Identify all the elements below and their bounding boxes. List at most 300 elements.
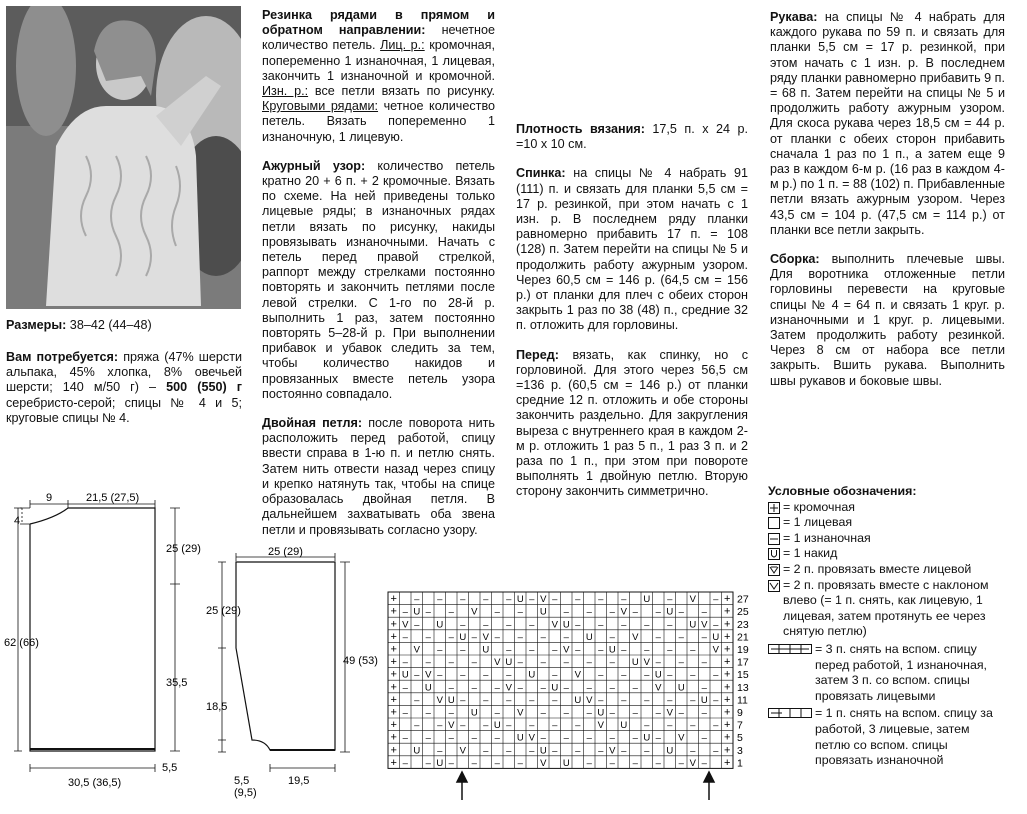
stitch-mark: – bbox=[483, 694, 489, 706]
stitch-mark: – bbox=[644, 669, 650, 681]
stitch-mark: V bbox=[632, 631, 639, 643]
stitch-mark: – bbox=[471, 657, 477, 669]
stitch-mark: – bbox=[529, 644, 535, 656]
stitch-mark: – bbox=[471, 631, 477, 643]
dim-drop: 4 bbox=[14, 515, 21, 527]
stitch-mark: – bbox=[402, 682, 408, 694]
materials-text2: серебристо-серой; спицы № 4 и 5; круговые спицы № 4. bbox=[6, 395, 242, 425]
stitch-mark: – bbox=[575, 619, 581, 631]
back-title: Спинка: bbox=[516, 166, 566, 181]
dim-side: 35,5 bbox=[166, 677, 188, 689]
stitch-mark: – bbox=[448, 657, 454, 669]
stitch-mark: – bbox=[701, 657, 707, 669]
stitch-mark: V bbox=[436, 694, 443, 706]
stitch-mark: – bbox=[609, 606, 615, 618]
stitch-mark: – bbox=[529, 619, 535, 631]
stitch-mark: – bbox=[621, 694, 627, 706]
stitch-mark: – bbox=[517, 757, 523, 769]
stitch-mark: V bbox=[425, 669, 432, 681]
stitch-mark: U bbox=[447, 694, 455, 706]
chart-row-number: 9 bbox=[737, 707, 743, 719]
stitch-mark: U bbox=[562, 757, 570, 769]
double-loop-title: Двойная петля: bbox=[262, 416, 363, 431]
stitch-mark: – bbox=[667, 644, 673, 656]
stitch-mark: – bbox=[713, 619, 719, 631]
edge-stitch-mark: + bbox=[390, 693, 397, 706]
dim-armhole: 25 (29) bbox=[166, 543, 201, 555]
stitch-mark: U bbox=[459, 631, 467, 643]
stitch-mark: V bbox=[482, 631, 489, 643]
stitch-mark: – bbox=[506, 720, 512, 732]
stitch-mark: V bbox=[563, 644, 570, 656]
stitch-mark: – bbox=[494, 732, 500, 744]
stitch-mark: – bbox=[540, 657, 546, 669]
legend-text: = 1 изнаночная bbox=[783, 530, 871, 545]
sizes-label: Размеры: bbox=[6, 318, 67, 332]
stitch-mark: V bbox=[459, 745, 466, 757]
stitch-mark: – bbox=[621, 669, 627, 681]
legend-text: = 1 п. снять на вспом. спицу за работой, 3 лицевые, затем петлю со вспом. спицы провязать изнаночной bbox=[815, 706, 993, 768]
stitch-mark: – bbox=[655, 606, 661, 618]
stitch-mark: – bbox=[483, 745, 489, 757]
legend-text: = 3 п. снять на вспом. спицу перед работой, 1 изнаночная, затем 3 п. со вспом. спицы провязать лицевыми bbox=[815, 641, 987, 703]
stitch-mark: V bbox=[540, 757, 547, 769]
stitch-mark: – bbox=[563, 606, 569, 618]
stitch-mark: – bbox=[690, 694, 696, 706]
edge-stitch-mark: + bbox=[390, 706, 397, 719]
legend-item bbox=[768, 562, 1008, 578]
stitch-mark: – bbox=[644, 644, 650, 656]
rib-title: Резинка рядами в прямом и обратном направлении: bbox=[262, 8, 495, 38]
stitch-mark: – bbox=[460, 669, 466, 681]
stitch-mark: – bbox=[506, 644, 512, 656]
stitch-mark: – bbox=[494, 757, 500, 769]
stitch-mark: V bbox=[666, 707, 673, 719]
stitch-mark: – bbox=[448, 606, 454, 618]
stitch-mark: – bbox=[621, 644, 627, 656]
stitch-mark: – bbox=[621, 619, 627, 631]
materials-label: Вам потребуется: bbox=[6, 350, 119, 364]
repeat-arrows bbox=[457, 772, 714, 800]
stitch-mark: U bbox=[528, 669, 536, 681]
stitch-mark: V bbox=[655, 682, 662, 694]
stitch-mark: – bbox=[655, 732, 661, 744]
stitch-mark: – bbox=[667, 619, 673, 631]
stitch-mark: – bbox=[586, 757, 592, 769]
stitch-mark: – bbox=[552, 694, 558, 706]
stitch-mark: V bbox=[609, 745, 616, 757]
edge-stitch-mark: + bbox=[390, 756, 397, 769]
front-section bbox=[516, 348, 748, 500]
chart-row-number: 25 bbox=[737, 606, 749, 619]
stitch-mark: – bbox=[425, 757, 431, 769]
chart-row-number: 27 bbox=[737, 593, 749, 606]
stitch-mark: – bbox=[552, 720, 558, 732]
stitch-mark: – bbox=[713, 745, 719, 757]
sleeves-title: Рукава: bbox=[770, 10, 818, 24]
gauge-text: 17,5 п. х 24 р. =10 х 10 см. bbox=[516, 122, 748, 152]
stitch-mark: – bbox=[437, 644, 443, 656]
ssk-icon bbox=[768, 580, 780, 592]
stitch-mark: – bbox=[644, 619, 650, 631]
stitch-mark: – bbox=[483, 619, 489, 631]
assembly-title: Сборка: bbox=[770, 252, 820, 267]
stitch-mark: – bbox=[575, 594, 581, 606]
edge-stitch-mark: + bbox=[724, 756, 731, 769]
materials-text1: пряжа (47% шерсти альпака, 45% хлопка, 8% овечьей шерсти; 140 м/50 г) – bbox=[6, 350, 243, 395]
stitch-mark: – bbox=[552, 745, 558, 757]
stitch-mark: – bbox=[552, 644, 558, 656]
sizes-value: 38–42 (44–48) bbox=[66, 318, 152, 332]
stitch-mark: V bbox=[540, 594, 547, 606]
stitch-mark: – bbox=[517, 606, 523, 618]
rib-section bbox=[262, 8, 495, 145]
stitch-mark: U bbox=[436, 619, 444, 631]
stitch-mark: – bbox=[437, 594, 443, 606]
stitch-mark: V bbox=[643, 657, 650, 669]
legend-text: = 1 накид bbox=[783, 546, 838, 561]
stitch-mark: – bbox=[414, 594, 420, 606]
stitch-mark: – bbox=[517, 631, 523, 643]
stitch-mark: – bbox=[506, 694, 512, 706]
stitch-mark: U bbox=[666, 606, 674, 618]
stitch-mark: V bbox=[712, 644, 719, 656]
stitch-mark: – bbox=[448, 707, 454, 719]
stitch-mark: – bbox=[609, 707, 615, 719]
stitch-mark: – bbox=[448, 682, 454, 694]
stitch-mark: – bbox=[425, 732, 431, 744]
stitch-mark: – bbox=[414, 694, 420, 706]
stitch-mark: – bbox=[529, 745, 535, 757]
stitch-mark: – bbox=[414, 720, 420, 732]
legend bbox=[768, 484, 1008, 769]
stitch-mark: – bbox=[425, 657, 431, 669]
dim-sleeve-top: 25 (29) bbox=[268, 546, 303, 558]
stitch-mark: – bbox=[575, 720, 581, 732]
stitch-mark: U bbox=[585, 631, 593, 643]
stitch-mark: – bbox=[701, 732, 707, 744]
stitch-mark: – bbox=[552, 669, 558, 681]
legend-text: = 1 лицевая bbox=[783, 515, 853, 530]
stitch-mark: – bbox=[713, 594, 719, 606]
stitch-mark: – bbox=[598, 694, 604, 706]
edge-stitch-mark: + bbox=[724, 693, 731, 706]
legend-text: = кромочная bbox=[783, 499, 855, 514]
stitch-mark: V bbox=[494, 657, 501, 669]
stitch-mark: – bbox=[678, 606, 684, 618]
edge-stitch-mark: + bbox=[390, 618, 397, 631]
chart-row-labels bbox=[737, 594, 749, 770]
dim-sleeve-rib: 5,5 bbox=[234, 775, 250, 787]
legend-item bbox=[768, 706, 1008, 768]
stitch-mark: U bbox=[493, 720, 501, 732]
stitch-mark: – bbox=[425, 631, 431, 643]
chart-row-number: 3 bbox=[737, 744, 743, 757]
edge-stitch-mark: + bbox=[724, 731, 731, 744]
edge-stitch-mark: + bbox=[390, 605, 397, 618]
edge-stitch-mark: + bbox=[724, 630, 731, 643]
left-repeat-arrowhead bbox=[704, 772, 714, 782]
stitch-mark: – bbox=[701, 757, 707, 769]
stitch-mark: – bbox=[402, 732, 408, 744]
stitch-mark: V bbox=[678, 732, 685, 744]
stitch-mark: – bbox=[655, 631, 661, 643]
cable-left-icon bbox=[768, 708, 812, 718]
dim-bottom: 30,5 (36,5) bbox=[68, 777, 122, 789]
stitch-mark: – bbox=[586, 606, 592, 618]
stitch-mark: – bbox=[460, 644, 466, 656]
legend-title: Условные обозначения: bbox=[768, 484, 917, 498]
knit-stitch-icon bbox=[768, 517, 780, 529]
edge-stitch-mark: + bbox=[390, 731, 397, 744]
right-repeat-arrowhead bbox=[457, 772, 467, 782]
stitch-mark: – bbox=[678, 707, 684, 719]
stitch-mark: – bbox=[529, 720, 535, 732]
back-section bbox=[516, 166, 748, 333]
edge-stitch-mark: + bbox=[724, 668, 731, 681]
stitch-mark: U bbox=[470, 707, 478, 719]
stitch-mark: – bbox=[632, 707, 638, 719]
stitch-mark: – bbox=[529, 594, 535, 606]
stitch-mark: – bbox=[655, 657, 661, 669]
stitch-mark: – bbox=[506, 594, 512, 606]
lace-title: Ажурный узор: bbox=[262, 158, 366, 173]
stitch-mark: – bbox=[690, 745, 696, 757]
stitch-mark: – bbox=[563, 707, 569, 719]
stitch-mark: – bbox=[506, 619, 512, 631]
stitch-mark: U bbox=[677, 682, 685, 694]
stitch-mark: V bbox=[689, 594, 696, 606]
column-4 bbox=[770, 10, 1005, 403]
stitch-mark: – bbox=[701, 682, 707, 694]
stitch-mark: V bbox=[448, 720, 455, 732]
stitch-mark: – bbox=[506, 745, 512, 757]
purl-stitch-icon bbox=[768, 533, 780, 545]
edge-stitch-mark: + bbox=[390, 593, 397, 606]
stitch-mark: – bbox=[563, 631, 569, 643]
gauge-section bbox=[516, 122, 748, 152]
stitch-mark: U bbox=[700, 694, 708, 706]
edge-stitch-mark: + bbox=[390, 719, 397, 732]
stitch-mark: – bbox=[621, 594, 627, 606]
stitch-mark: – bbox=[667, 594, 673, 606]
rib-text: кромочная, попеременно 1 изнаночная, 1 лицевая, закончить 1 изнаночной и кромочной. bbox=[262, 38, 495, 83]
stitch-mark: – bbox=[460, 694, 466, 706]
column-3 bbox=[516, 122, 748, 514]
stitch-mark: – bbox=[575, 745, 581, 757]
front-title: Перед: bbox=[516, 347, 559, 362]
stitch-mark: – bbox=[667, 694, 673, 706]
chart-row-number: 7 bbox=[737, 719, 743, 732]
edge-stitch-mark: + bbox=[724, 618, 731, 631]
stitch-mark: – bbox=[701, 606, 707, 618]
stitch-mark: – bbox=[598, 594, 604, 606]
stitch-mark: U bbox=[436, 757, 444, 769]
dim-rib: 5,5 bbox=[162, 762, 178, 774]
stitch-mark: – bbox=[483, 669, 489, 681]
legend-item bbox=[768, 531, 1008, 547]
dim-neck: 9 bbox=[46, 492, 53, 504]
stitch-mark: U bbox=[516, 732, 524, 744]
stitch-mark: – bbox=[402, 757, 408, 769]
stitch-mark: – bbox=[448, 631, 454, 643]
stitch-mark: – bbox=[667, 720, 673, 732]
gauge-title: Плотность вязания: bbox=[516, 122, 645, 136]
stitch-mark: V bbox=[471, 606, 478, 618]
chart-row-number: 11 bbox=[737, 694, 748, 707]
stitch-mark: – bbox=[563, 657, 569, 669]
dim-sleeve-total: 49 (53) bbox=[343, 655, 378, 667]
stitch-mark: – bbox=[414, 619, 420, 631]
rib-purl-row: Изн. р.: bbox=[262, 84, 309, 99]
stitch-mark: U bbox=[482, 644, 490, 656]
stitch-mark: U bbox=[516, 594, 524, 606]
rib-text: нечетное количество петель. bbox=[262, 23, 495, 53]
stitch-mark: – bbox=[437, 669, 443, 681]
stitch-mark: U bbox=[505, 657, 513, 669]
edge-stitch-mark: + bbox=[724, 706, 731, 719]
stitch-mark: – bbox=[540, 707, 546, 719]
stitch-mark: V bbox=[528, 732, 535, 744]
assembly-section bbox=[770, 252, 1005, 389]
stitch-mark: – bbox=[690, 644, 696, 656]
stitch-mark: – bbox=[690, 669, 696, 681]
stitch-mark: – bbox=[471, 757, 477, 769]
stitch-mark: U bbox=[712, 631, 720, 643]
stitch-mark: – bbox=[678, 757, 684, 769]
stitch-mark: – bbox=[609, 657, 615, 669]
stitch-mark: U bbox=[643, 594, 651, 606]
edge-stitch-mark: + bbox=[724, 744, 731, 757]
chart-row-number: 1 bbox=[737, 757, 743, 770]
model-photo bbox=[6, 6, 241, 309]
stitch-mark: – bbox=[517, 657, 523, 669]
dim-sleeve-rib-alt: (9,5) bbox=[234, 787, 257, 799]
sizes bbox=[6, 318, 246, 333]
sleeves-section bbox=[770, 10, 1005, 238]
stitch-mark: U bbox=[597, 707, 605, 719]
stitch-mark: – bbox=[690, 720, 696, 732]
stitch-mark: – bbox=[448, 757, 454, 769]
assembly-text: выполнить плечевые швы. Для воротника отложенные петли горловины перевести на круговые спицы № 4 = 64 п. и связать 1 круг. р. изнаночными и 1 круг. р. лицевыми. Затем продолжить работу резинкой. Через 8 см от набора все петли закрыть. Вшить рукава. Выполнить швы рукавов и боковые швы. bbox=[770, 252, 1005, 388]
stitch-mark: U bbox=[654, 669, 662, 681]
stitch-mark: U bbox=[608, 644, 616, 656]
stitch-mark: V bbox=[517, 707, 524, 719]
stitch-mark: – bbox=[494, 707, 500, 719]
stitch-mark: – bbox=[563, 732, 569, 744]
stitch-mark: – bbox=[517, 682, 523, 694]
stitch-mark: – bbox=[448, 732, 454, 744]
sleeves-text: на спицы № 4 набрать для каждого рукава по 59 п. и связать для планки 5,5 см = 17 р. резинкой, при этом начать с 1 изн. р. В последнем ряду планки равномерно прибавить 9 п. = 68 п. Затем перейти на спицы № 5 и продолжить работу ажурным узором. Для скоса рукава через 18,5 см = 44 р. от планки с обеих сторон прибавить сначала 1 раз по 1 п., а затем еще 9 раз в каждом 6-м р. (16 раз в каждом 4-м р.) по 1 п. = 88 (102) п. Прибавленные петли вязать ажурным узором. Через 43,5 см = 104 р. (47,5 см = 114 р.) от планки все петли закрыть. bbox=[770, 10, 1005, 237]
edge-stitch-mark: + bbox=[390, 744, 397, 757]
stitch-mark: – bbox=[609, 631, 615, 643]
dim-sleeve-lower: 18,5 bbox=[206, 701, 228, 713]
stitch-mark: – bbox=[563, 682, 569, 694]
edge-stitch-mark: + bbox=[390, 656, 397, 669]
legend-item bbox=[768, 578, 1008, 640]
stitch-mark: V bbox=[402, 619, 409, 631]
stitch-mark: – bbox=[632, 682, 638, 694]
stitch-mark: U bbox=[574, 694, 582, 706]
edge-stitch-mark: + bbox=[724, 605, 731, 618]
legend-item bbox=[768, 500, 1008, 516]
stitch-mark: – bbox=[609, 732, 615, 744]
stitch-mark: – bbox=[494, 631, 500, 643]
rib-round: Круговыми рядами: bbox=[262, 99, 379, 114]
double-loop-text: после поворота нить расположить перед работой, спицу ввести справа в 1-ю п. и петлю снять. Затем нить отвести назад через спицу и крепко натянуть так, чтобы на спице образовалась двойная петля. В дальнейшем захватывать оба звена петли и провязывать согласно узору. bbox=[262, 416, 495, 537]
stitch-mark: – bbox=[609, 682, 615, 694]
stitch-mark: – bbox=[540, 682, 546, 694]
stitch-mark: – bbox=[460, 720, 466, 732]
stitch-mark: – bbox=[506, 669, 512, 681]
stitch-mark: – bbox=[621, 745, 627, 757]
front-text: вязать, как спинку, но с горловиной. Для этого через 56,5 см =136 р. (60,5 см = 146 р.) от планки средние 12 п. отложить и обе стороны закончить раздельно. Для закругления выреза с внутреннего края в каждом 2-м р. отложить 1 раз 5 п., 1 раз 3 п. и 2 раза по 1 п., при этом при повороте выполнять 1 двойную петлю. Вторую сторону закончить симметрично. bbox=[516, 347, 748, 499]
stitch-mark: – bbox=[598, 644, 604, 656]
stitch-mark: – bbox=[586, 657, 592, 669]
dim-sleeve-upper: 25 (29) bbox=[206, 605, 241, 617]
stitch-mark: U bbox=[666, 745, 674, 757]
stitch-mark: – bbox=[586, 682, 592, 694]
stitch-mark: – bbox=[667, 669, 673, 681]
edge-stitch-icon bbox=[768, 502, 780, 514]
stitch-mark: – bbox=[598, 619, 604, 631]
chart-grid bbox=[388, 592, 733, 769]
stitch-mark: U bbox=[631, 657, 639, 669]
stitch-mark: – bbox=[701, 707, 707, 719]
edge-stitch-mark: + bbox=[390, 681, 397, 694]
stitch-mark: V bbox=[586, 694, 593, 706]
chart-row-number: 23 bbox=[737, 618, 749, 631]
edge-stitch-mark: + bbox=[724, 643, 731, 656]
stitch-mark: – bbox=[414, 669, 420, 681]
stitch-mark: – bbox=[402, 657, 408, 669]
stitch-mark: – bbox=[655, 757, 661, 769]
stitch-mark: – bbox=[575, 644, 581, 656]
stitch-mark: U bbox=[689, 619, 697, 631]
stitch-mark: – bbox=[713, 720, 719, 732]
edge-stitch-mark: + bbox=[724, 593, 731, 606]
legend-item bbox=[768, 515, 1008, 531]
stitch-mark: V bbox=[413, 644, 420, 656]
stitch-mark: U bbox=[413, 745, 421, 757]
stitch-mark: – bbox=[713, 694, 719, 706]
stitch-mark: – bbox=[609, 757, 615, 769]
chart-row-number: 19 bbox=[737, 644, 749, 656]
stitch-mark: – bbox=[402, 707, 408, 719]
stitch-mark: – bbox=[678, 631, 684, 643]
stitch-mark: – bbox=[425, 606, 431, 618]
stitch-mark: – bbox=[402, 631, 408, 643]
stitch-mark: U bbox=[539, 606, 547, 618]
stitch-mark: – bbox=[437, 745, 443, 757]
stitch-mark: – bbox=[552, 594, 558, 606]
chart-row-number: 21 bbox=[737, 631, 749, 644]
lace-text: количество петель кратно 20 + 6 п. + 2 кромочные. Вязать по схеме. На ней приведены только лицевые ряды; в изнаночных рядах петли вязать по рисунку, накиды провязывать изнаночными. Начать с петель перед правой стрелкой, раппорт между стрелками постоянно повторять и закончить петлями после левой стрелки. С 1-го по 28-й р. выполнить 1 раз, затем постоянно повторять 5–28-й р. При выполнении прибавок и убавок следить за тем, чтобы количество накидов и провязанных вместе петель узора постоянно совпадало. bbox=[262, 158, 495, 401]
materials bbox=[6, 350, 242, 426]
dim-sleeve-bottom: 19,5 bbox=[288, 775, 310, 787]
stitch-mark: V bbox=[689, 757, 696, 769]
stitch-mark: V bbox=[505, 682, 512, 694]
stitch-mark: – bbox=[655, 707, 661, 719]
stitch-mark: – bbox=[632, 732, 638, 744]
stitch-mark: – bbox=[598, 745, 604, 757]
stitch-mark: – bbox=[471, 732, 477, 744]
stitch-mark: U bbox=[620, 720, 628, 732]
edge-stitch-mark: + bbox=[724, 681, 731, 694]
rib-text: все петли вязать по рисунку. bbox=[308, 84, 496, 99]
dim-top-width: 21,5 (27,5) bbox=[86, 492, 140, 504]
stitch-mark: – bbox=[598, 669, 604, 681]
